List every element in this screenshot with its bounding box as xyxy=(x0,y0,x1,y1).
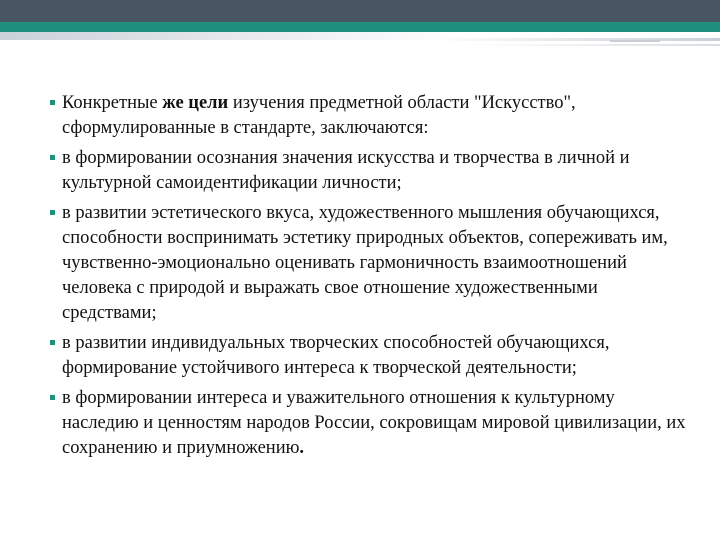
decorative-line xyxy=(610,40,660,42)
bullet-item xyxy=(50,146,690,196)
bullet-marker-icon xyxy=(50,155,55,160)
bullet-item xyxy=(50,386,690,461)
decorative-gradient xyxy=(0,32,460,40)
bullet-item xyxy=(50,201,690,326)
decorative-line xyxy=(470,44,720,46)
bullet-text: в развитии эстетического вкуса, художественного мышления обучающихся, способности воспринимать эстетику природных объектов, сопереживать им, чувственно-эмоционально оценивать гармоничность взаимоотношений человека с природой и выражать свое отношение художественными средствами; xyxy=(62,203,668,323)
bullet-text-part: Конкретные xyxy=(62,93,163,113)
header-bar xyxy=(0,0,720,22)
bullet-text-bold: же цели xyxy=(162,93,229,113)
bullet-text-bold: . xyxy=(299,438,305,458)
bullet-text: в формировании осознания значения искусства и творчества в личной и культурной самоидентификации личности; xyxy=(62,148,630,193)
bullet-marker-icon xyxy=(50,210,55,215)
decorative-line xyxy=(428,38,720,41)
bullet-item xyxy=(50,331,690,381)
bullet-text-part: изучения предметной области "Искусство", сформулированные в стандарте, заключаются: xyxy=(62,93,576,138)
bullet-item xyxy=(50,91,690,141)
bullet-marker-icon xyxy=(50,340,55,345)
bullet-text: в формировании интереса и уважительного отношения к культурному наследию и ценностям народов России, сокровищам мировой цивилизации, их сохранению и приумножению xyxy=(62,388,686,458)
bullet-list xyxy=(50,91,690,466)
bullet-marker-icon xyxy=(50,100,55,105)
bullet-text: в развитии индивидуальных творческих способностей обучающихся, формирование устойчивого интереса к творческой деятельности; xyxy=(62,333,610,378)
bullet-marker-icon xyxy=(50,395,55,400)
accent-stripe xyxy=(0,22,720,32)
